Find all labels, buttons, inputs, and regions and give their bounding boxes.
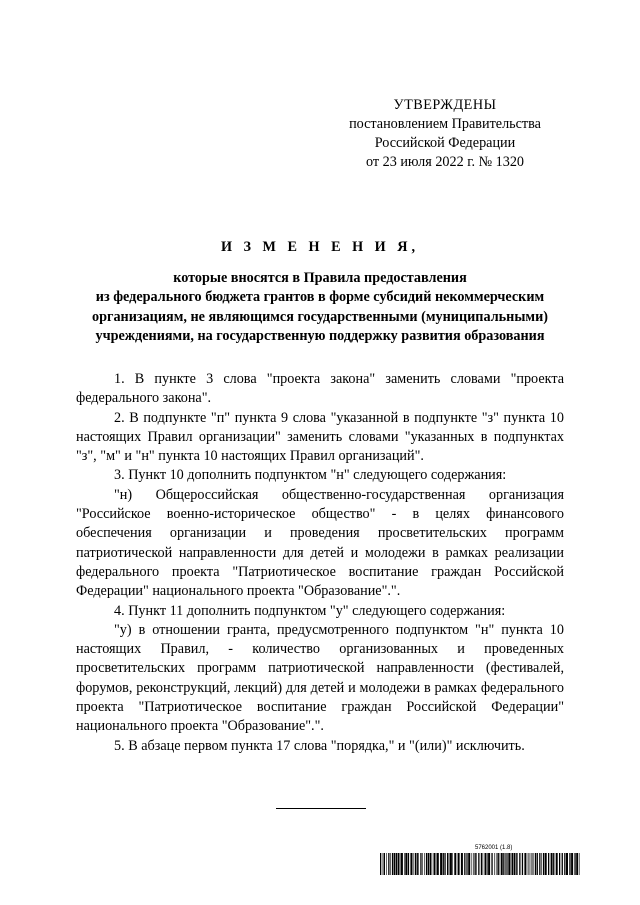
subtitle-line: организациям, не являющимся государственными (муниципальными) (92, 308, 548, 325)
barcode-bar (541, 853, 542, 875)
barcode-bar (413, 853, 414, 875)
barcode-bar (533, 853, 534, 875)
barcode-bar (506, 853, 507, 875)
barcode-bar (571, 853, 573, 875)
barcode-bar (503, 853, 504, 875)
barcode-bar (553, 853, 554, 875)
barcode-bar (576, 853, 578, 875)
barcode-bar (564, 853, 565, 875)
approval-stamp (330, 96, 560, 172)
barcode-bar (447, 853, 448, 875)
barcode-bar (384, 853, 385, 875)
barcode-bar (514, 853, 515, 875)
subtitle-line: из федерального бюджета грантов в форме субсидий некоммерческим (95, 289, 545, 305)
barcode-bar (473, 853, 474, 875)
barcode-bar (458, 853, 460, 875)
barcode-bar (426, 853, 427, 875)
barcode-bar (512, 853, 513, 875)
barcode-bar (562, 853, 563, 875)
barcode-bar (436, 853, 437, 875)
barcode-bar (380, 853, 381, 875)
barcode-bar (537, 853, 538, 875)
barcode-bar (476, 853, 477, 875)
barcode-bar (444, 853, 445, 875)
barcode-bar (501, 853, 503, 875)
barcode-bar (424, 853, 425, 875)
barcode-bar (461, 853, 463, 875)
barcode-bar (443, 853, 444, 875)
paragraph-item-5: 5. В абзаце первом пункта 17 слова "порядка," и "(или)" исключить. (114, 737, 525, 754)
barcode (380, 853, 580, 875)
barcode-bar (433, 853, 434, 875)
barcode-bar (405, 853, 407, 875)
barcode-bar (420, 853, 421, 875)
barcode-bar (487, 853, 488, 875)
barcode-bar (418, 853, 419, 875)
barcode-bar (388, 853, 389, 875)
barcode-bar (466, 853, 467, 875)
barcode-bar (569, 853, 570, 875)
barcode-bar (516, 853, 517, 875)
barcode-bar (400, 853, 401, 875)
barcode-bar (417, 853, 418, 875)
barcode-bar (449, 853, 450, 875)
barcode-bar (396, 853, 398, 875)
barcode-bar (519, 853, 520, 875)
barcode-bar (522, 853, 523, 875)
barcode-bar (394, 853, 395, 875)
barcode-bar (497, 853, 498, 875)
barcode-bar (488, 853, 490, 875)
barcode-bar (383, 853, 384, 875)
barcode-bar (548, 853, 549, 875)
barcode-bar (454, 853, 456, 875)
paragraph-item-2: 2. В подпункте "п" пункта 9 слова "указанной в подпункте "з" пункта 10 настоящих Правил организации" заменить словами "указанных в подпунктах "з", "м" и "н" пункта 10 настоящих Правил организаций". (76, 409, 564, 465)
barcode-bar (472, 853, 473, 875)
barcode-bar (580, 853, 581, 875)
barcode-bar (498, 853, 499, 875)
barcode-bar (496, 853, 497, 875)
barcode-bar (386, 853, 387, 875)
barcode-bar (494, 853, 495, 875)
barcode-bar (475, 853, 476, 875)
barcode-bar (505, 853, 506, 875)
end-separator-line (276, 808, 366, 809)
barcode-bar (398, 853, 399, 875)
barcode-bar (531, 853, 532, 875)
barcode-bar (481, 853, 482, 875)
barcode-bar (392, 853, 393, 875)
barcode-bar (551, 853, 553, 875)
document-title: И З М Е Н Е Н И Я, (220, 239, 420, 255)
barcode-bar (485, 853, 487, 875)
subtitle-line: учреждениями, на государственную поддержку развития образования (95, 328, 545, 344)
approval-line-date-number: от 23 июля 2022 г. № 1320 (365, 154, 525, 170)
document-title-block (56, 238, 584, 347)
barcode-bar (464, 853, 465, 875)
barcode-bar (517, 853, 518, 875)
barcode-bar (508, 853, 510, 875)
barcode-bar (468, 853, 470, 875)
paragraph-item-4: 4. Пункт 11 дополнить подпунктом "у" следующего содержания: (114, 602, 506, 619)
paragraph-item-3: 3. Пункт 10 дополнить подпунктом "н" следующего содержания: (114, 467, 507, 484)
barcode-bar (511, 853, 512, 875)
barcode-bar (545, 853, 547, 875)
barcode-bar (401, 853, 403, 875)
barcode-bar (559, 853, 560, 875)
barcode-bar (408, 853, 409, 875)
barcode-bar (434, 853, 435, 875)
approval-line-resolution: постановлением Правительства (349, 116, 541, 132)
barcode-bar (404, 853, 405, 875)
barcode-bar (539, 853, 540, 875)
barcode-bar (556, 853, 558, 875)
barcode-bar (566, 853, 568, 875)
subtitle-line: которые вносятся в Правила предоставления (173, 269, 467, 286)
barcode-bar (543, 853, 544, 875)
paragraph-subitem-n: "н) Общероссийская общественно-государственная организация "Российское военно-историческое общество" - в целях финансового обеспечения организации и проведения просветительских программ патриотической направленности для детей и молодежи в рамках реализации федерального проекта "Патриотическое воспитание граждан Российской Федерации" национального проекта "Образование".". (76, 486, 564, 600)
barcode-bar (467, 853, 468, 875)
barcode-bar (440, 853, 442, 875)
barcode-bar (491, 853, 492, 875)
barcode-bar (532, 853, 533, 875)
barcode-bar (529, 853, 530, 875)
barcode-bar (437, 853, 439, 875)
barcode-bar (524, 853, 526, 875)
barcode-bar (450, 853, 452, 875)
approval-line-government: Российской Федерации (374, 135, 516, 151)
barcode-bar (410, 853, 412, 875)
barcode-bar (478, 853, 479, 875)
paragraph-subitem-u: "у) в отношении гранта, предусмотренного подпунктом "н" пункта 10 настоящих Правил, - количество организованных и проведенных просветительских программ патриотической направленности (фестивалей, форумов, реконструкций, лекций) для детей и молодежи в рамках федерального проекта "Патриотическое воспитание граждан Российской Федерации" национального проекта "Образование".". (76, 621, 564, 735)
barcode-bar (574, 853, 575, 875)
barcode-bar (452, 853, 453, 875)
barcode-bar (535, 853, 536, 875)
barcode-bar (528, 853, 529, 875)
barcode-bar (428, 853, 429, 875)
barcode-bar (507, 853, 508, 875)
barcode-bar (422, 853, 423, 875)
approval-heading: УТВЕРЖДЕНЫ (393, 97, 497, 113)
barcode-bar (390, 853, 391, 875)
barcode-bar (430, 853, 432, 875)
barcode-bar (483, 853, 484, 875)
document-body (76, 370, 564, 756)
barcode-bar (415, 853, 416, 875)
document-code: 5762001 (1.8) (475, 845, 513, 851)
paragraph-item-1: 1. В пункте 3 слова "проекта закона" заменить словами "проекта федерального закона". (76, 371, 564, 407)
